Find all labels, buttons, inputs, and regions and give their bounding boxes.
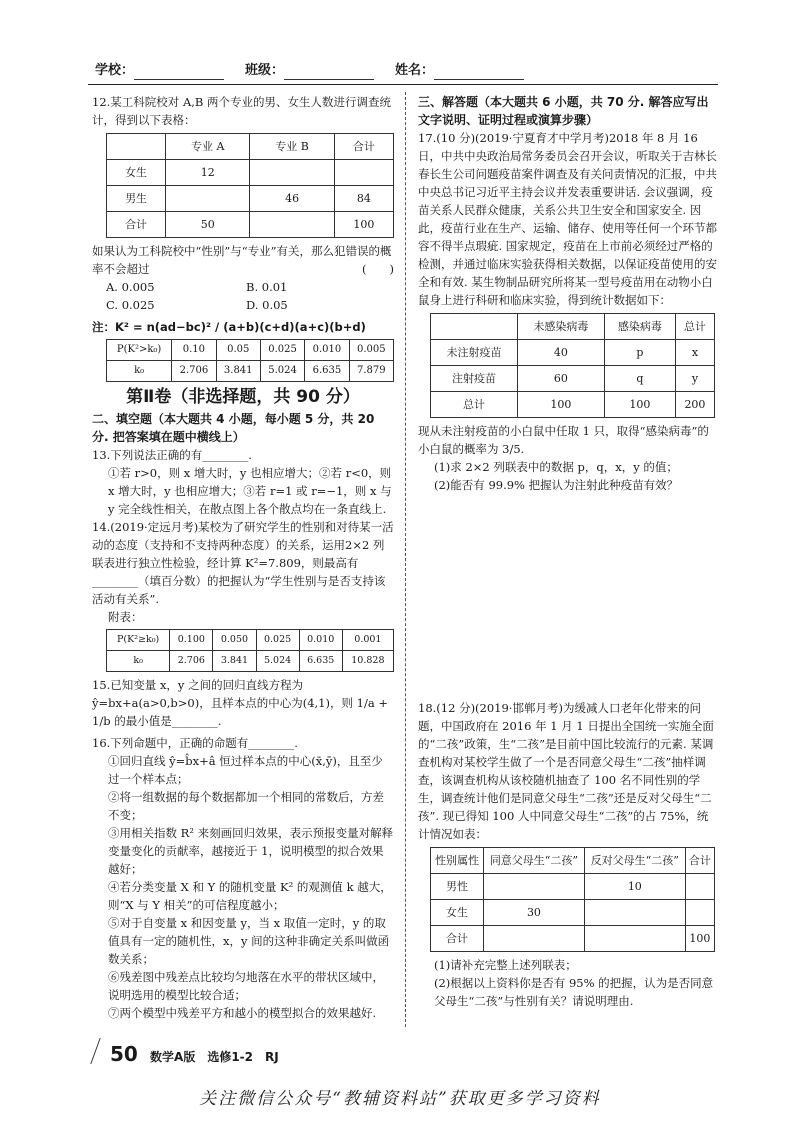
- table-cell: [685, 874, 714, 900]
- q13-stem: 13.下列说法正确的有________.: [92, 448, 252, 462]
- q12-stem: 12.某工科院校对 A,B 两个专业的男、女生人数进行调查统计，得到以下表格：: [92, 95, 392, 127]
- table-cell: p: [604, 340, 675, 366]
- table-cell: [250, 160, 335, 186]
- table-cell: 总计: [675, 314, 714, 340]
- table-cell: 200: [675, 392, 714, 418]
- table-cell: 100: [604, 392, 675, 418]
- q17-after: 现从未注射疫苗的小白鼠中任取 1 只，取得“感染病毒”的小白鼠的概率为 3/5.: [418, 424, 709, 456]
- table-cell: 合计: [334, 134, 393, 160]
- table-cell: 60: [517, 366, 604, 392]
- table-row: [107, 651, 394, 672]
- q16-items: [92, 752, 394, 1022]
- table-cell: 3.841: [213, 651, 256, 672]
- table-cell: 5.024: [260, 361, 304, 382]
- table-cell: 专业 B: [250, 134, 335, 160]
- page-footer: [110, 1042, 279, 1066]
- q17-sub1: (1)求 2×2 列联表中的数据 p，q，x，y 的值；: [434, 460, 678, 474]
- table-cell: 10.828: [342, 651, 393, 672]
- table-cell: 10: [584, 874, 685, 900]
- table-cell: 30: [484, 900, 585, 926]
- table-row: [431, 874, 715, 900]
- table-cell: 0.05: [216, 340, 260, 361]
- option-b: B. 0.01: [246, 280, 288, 294]
- table-row: [431, 900, 715, 926]
- q14-k-table: [106, 629, 394, 672]
- table-row: [107, 212, 394, 238]
- column-divider: [405, 92, 406, 1027]
- table-cell: 未注射疫苗: [431, 340, 518, 366]
- section3-title: 三、解答题（本大题共 6 小题，共 70 分. 解答应写出文字说明、证明过程或演算步骤）: [418, 95, 709, 127]
- q12-question: 如果认为工科院校中“性别”与“专业”有关，那么犯错误的概率不会超过 ( ): [92, 244, 394, 276]
- table-row: [107, 134, 394, 160]
- table-cell: 6.635: [305, 361, 349, 382]
- q18-sub1: (1)请补充完整上述列联表；: [434, 958, 577, 972]
- table-row: [431, 926, 715, 952]
- section2-title: 二、填空题（本大题共 4 小题，每小题 5 分，共 20 分. 把答案填在题中横线上）: [92, 412, 375, 444]
- table-cell: 100: [685, 926, 714, 952]
- table-cell: 84: [334, 186, 393, 212]
- right-column: [418, 93, 718, 1010]
- table-cell: P(K²>k₀): [107, 340, 172, 361]
- table-row: [107, 160, 394, 186]
- table-row: [431, 340, 715, 366]
- table-row: [431, 392, 715, 418]
- table-cell: 专业 A: [166, 134, 250, 160]
- q12-options: [92, 278, 394, 314]
- table-cell: [484, 874, 585, 900]
- table-row: [107, 630, 394, 651]
- table-cell: 女生: [431, 900, 484, 926]
- table-row: [107, 361, 394, 382]
- table-row: [107, 340, 394, 361]
- q17-stem: 17.(10 分)(2019·宁夏育才中学月考)2018 年 8 月 16 日，中共中央政治局常务委员会召开会议，听取关于吉林长春长生公司问题疫苗案件调查及有关问责情况的汇报，中共中央总书记习近平主持会议并发表重要讲话. 会议强调，疫苗关系人民群众健康，关系公共卫生安全和国家安全. 因此，疫苗行业在生产、运输、储存、使用等任何一个环节都容不得半点瑕疵. 国家规定，疫苗在上市前必须经过严格的检测，并通过临床实验获得相关数据，以保证疫苗使用的安全和有效. 某生物制品研究所将某一型号疫苗用在动物小白鼠身上进行科研和临床实验，得到统计数据如下：: [418, 131, 717, 307]
- table-cell: [431, 314, 518, 340]
- table-cell: [334, 160, 393, 186]
- table-row: [431, 848, 715, 874]
- table-cell: 同意父母生“二孩”: [484, 848, 585, 874]
- table-cell: 0.025: [256, 630, 299, 651]
- part2-title: 第Ⅱ卷（非选择题，共 90 分）: [126, 387, 360, 407]
- table-cell: [584, 900, 685, 926]
- table-cell: 未感染病毒: [517, 314, 604, 340]
- table-cell: x: [675, 340, 714, 366]
- option-d: D. 0.05: [246, 298, 288, 312]
- list-item: ⑤对于自变量 x 和因变量 y，当 x 取值一定时，y 的取值具有一定的随机性，x，y 间的这种非确定关系叫做函数关系；: [108, 916, 390, 966]
- table-cell: 总计: [431, 392, 518, 418]
- table-cell: 5.024: [256, 651, 299, 672]
- option-c: C. 0.025: [106, 298, 155, 312]
- table-cell: 12: [166, 160, 250, 186]
- q18-sub2: (2)根据以上资料你是否有 95% 的把握，认为是否同意父母生“二孩”与性别有关？请说明理由.: [434, 976, 714, 1008]
- table-cell: 0.100: [170, 630, 213, 651]
- table-cell: y: [675, 366, 714, 392]
- table-row: [431, 366, 715, 392]
- table-cell: 0.005: [349, 340, 393, 361]
- page-number: 50: [110, 1042, 138, 1066]
- table-cell: 40: [517, 340, 604, 366]
- list-item: ⑦两个模型中残差平方和越小的模型拟合的效果越好.: [108, 1006, 377, 1020]
- table-cell: 6.635: [299, 651, 342, 672]
- q18-stem: 18.(12 分)(2019·邯郸月考)为缓减人口老年化带来的问题，中国政府在 2016 年 1 月 1 日提出全国统一实施全面的“二孩”政策，生“二孩”是目前中国比较流行的元素. 某调查机构对某校学生做了一个是否同意父母生“二孩”抽样调查，该调查机构从该校随机抽查了 100 名不同性别的学生，调查统计他们是同意父母生“二孩”还是反对父母生“二孩”. 现已得知 100 人中同意父母生“二孩”的占 75%，统计情况如表：: [418, 701, 714, 841]
- table-cell: 注射疫苗: [431, 366, 518, 392]
- bottom-banner: 关注微信公众号“教辅资料站”获取更多学习资料: [199, 1089, 601, 1109]
- list-item: ③用相关指数 R² 来刻画回归效果，表示预报变量对解释变量变化的贡献率，越接近于 1，说明模型的拟合效果越好；: [108, 826, 394, 876]
- footer-label: 数学A版 选修1-2 RJ: [150, 1050, 279, 1064]
- list-item: ①回归直线 ŷ=b̂x+â 恒过样本点的中心(x̄,ȳ)，且至少过一个样本点；: [108, 754, 383, 786]
- table-cell: P(K²≥k₀): [107, 630, 170, 651]
- table-cell: 0.050: [213, 630, 256, 651]
- table-cell: [107, 134, 166, 160]
- q12-table: [106, 133, 394, 238]
- table-row: [431, 314, 715, 340]
- table-cell: 性别属性: [431, 848, 484, 874]
- table-cell: k₀: [107, 651, 170, 672]
- q12-k-table: [106, 339, 394, 382]
- table-row: [107, 186, 394, 212]
- q12-note: 注：K² = n(ad−bc)² / (a+b)(c+d)(a+c)(b+d): [92, 320, 366, 334]
- table-cell: 合计: [431, 926, 484, 952]
- left-column: [92, 93, 394, 1022]
- table-cell: 女生: [107, 160, 166, 186]
- table-cell: 0.10: [172, 340, 216, 361]
- table-cell: 100: [334, 212, 393, 238]
- table-cell: 0.010: [299, 630, 342, 651]
- table-cell: 合计: [107, 212, 166, 238]
- table-cell: [685, 900, 714, 926]
- q14-attach: 附表：: [108, 610, 143, 624]
- table-cell: 0.025: [260, 340, 304, 361]
- table-cell: 3.841: [216, 361, 260, 382]
- option-a: A. 0.005: [106, 280, 155, 294]
- table-cell: 合计: [685, 848, 714, 874]
- table-cell: 0.001: [342, 630, 393, 651]
- table-cell: [484, 926, 585, 952]
- table-cell: k₀: [107, 361, 172, 382]
- table-cell: 感染病毒: [604, 314, 675, 340]
- q16-stem: 16.下列命题中，正确的命题有________.: [92, 736, 298, 750]
- class-label: 班级：: [245, 62, 374, 80]
- q17-sub2: (2)能否有 99.9% 把握认为注射此种疫苗有效？: [434, 478, 679, 492]
- table-cell: [250, 212, 335, 238]
- table-cell: 男生: [107, 186, 166, 212]
- table-cell: 46: [250, 186, 335, 212]
- table-cell: 男性: [431, 874, 484, 900]
- q18-table: [430, 847, 715, 952]
- table-cell: 反对父母生“二孩”: [584, 848, 685, 874]
- table-cell: q: [604, 366, 675, 392]
- list-item: ④若分类变量 X 和 Y 的随机变量 K² 的观测值 k 越大，则“X 与 Y 相关”的可信程度越小；: [108, 880, 392, 912]
- q17-table: [430, 313, 715, 418]
- table-cell: 2.706: [170, 651, 213, 672]
- table-cell: 0.010: [305, 340, 349, 361]
- q14-stem: 14.(2019·定远月考)某校为了研究学生的性别和对待某一活动的态度（支持和不支持两种态度）的关系，运用2×2 列联表进行独立性检验，经计算 K²=7.809，则最高有________（填百分数）的把握认为“学生性别与是否支持该活动有关系”.: [92, 520, 394, 606]
- table-cell: 100: [517, 392, 604, 418]
- school-label: 学校：: [95, 62, 224, 80]
- table-cell: 50: [166, 212, 250, 238]
- list-item: ②将一组数据的每个数据都加一个相同的常数后，方差不变；: [108, 790, 384, 822]
- header-rule: [88, 84, 718, 85]
- q15-stem: 15.已知变量 x，y 之间的回归直线方程为 ŷ=bx+a(a>0,b>0)，且样本点的中心为(4,1)，则 1/a + 1/b 的最小值是________.: [92, 678, 388, 728]
- list-item: ⑥残差图中残差点比较均匀地落在水平的带状区域中，说明选用的模型比较合适；: [108, 970, 384, 1002]
- table-cell: [584, 926, 685, 952]
- q13-body: ①若 r>0，则 x 增大时，y 也相应增大；②若 r<0，则 x 增大时，y 也相应增大；③若 r=1 或 r=−1，则 x 与 y 完全线性相关，在散点图上各个散点均在一条直线上.: [108, 466, 392, 516]
- table-cell: 2.706: [172, 361, 216, 382]
- name-label: 姓名：: [395, 62, 524, 80]
- table-cell: [166, 186, 250, 212]
- table-cell: 7.879: [349, 361, 393, 382]
